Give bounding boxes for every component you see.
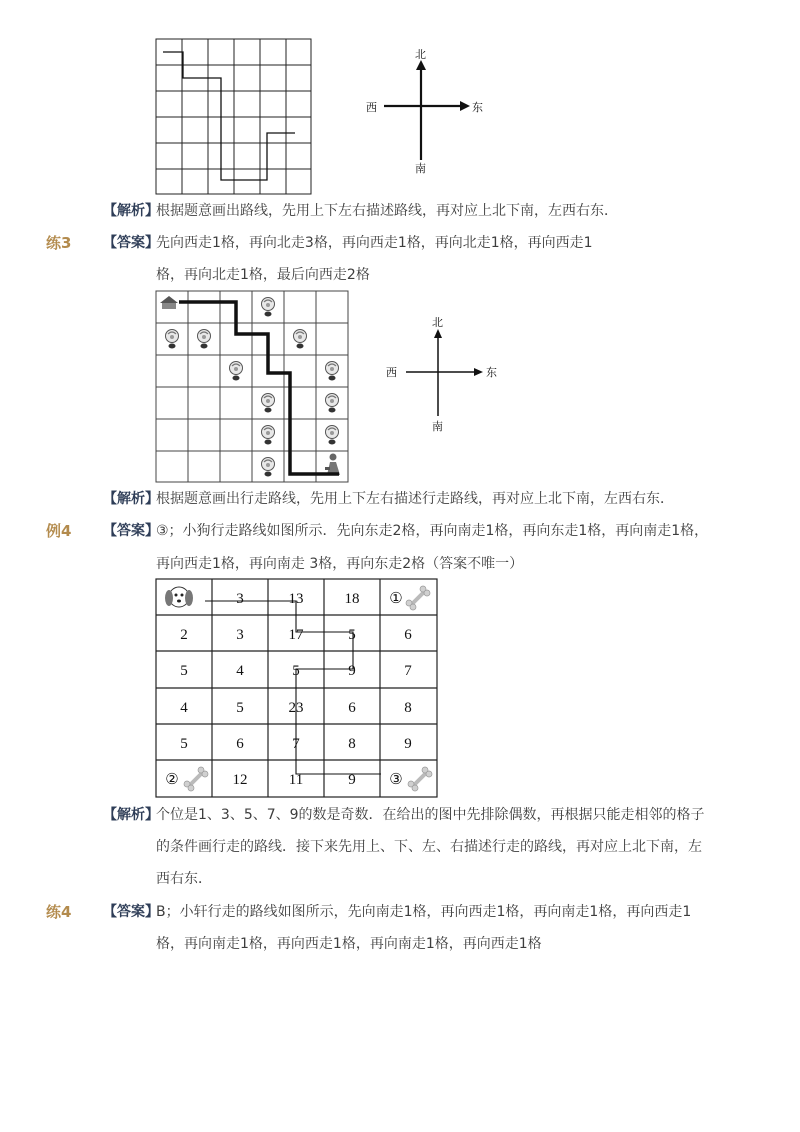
analysis-text-line: 个位是1、3、5、7、9的数是奇数．在给出的图中先排除偶数，再根据只能走相邻的格子 [156,807,705,823]
number-grid-figure [155,578,440,800]
grid-cell-value: 2 [180,627,188,643]
route-path [163,52,295,180]
compass-south-label: 南 [432,420,443,433]
compass-north-label: 北 [415,48,426,61]
bone-icon [184,767,208,791]
grid-cell-value: 5 [180,736,188,752]
analysis-text: 根据题意画出行走路线，先用上下左右描述行走路线，再对应上北下南，左西右东． [156,491,674,507]
compass-east-label: 东 [472,101,483,114]
analysis-tag: 【解析】 [103,203,159,219]
compass-west-label: 西 [386,366,397,379]
answer-text-line: 再向西走1格，再向南走 3格，再向东走2格（答案不唯一） [156,556,524,572]
route-path [179,302,339,474]
answer-text-line: 先向西走1格，再向北走3格，再向西走1格，再向北走1格，再向西走1 [156,235,593,251]
compass-north-label: 北 [432,316,443,329]
analysis-text-line: 西右东． [156,871,212,887]
grid-cell-value: 5 [236,700,244,716]
grid-cell-value: 5 [180,663,188,679]
grid-cell-value: 6 [348,700,356,716]
house-icon [160,296,178,309]
compass-2 [384,316,502,434]
grid-cell-value: 5 [292,663,300,679]
grid-cell-value: ③ [389,772,403,788]
exercise-label: 练4 [46,903,72,921]
analysis-text: 根据题意画出路线，先用上下左右描述路线，再对应上北下南，左西右东． [156,203,618,219]
grid-cell-value: 6 [404,627,412,643]
grid-cell-value: 12 [232,772,248,788]
analysis-tag: 【解析】 [103,807,159,823]
grid-cell-value: 5 [348,627,356,643]
grid-cell-value: 6 [236,736,244,752]
answer-text-line: 格，再向南走1格，再向西走1格，再向南走1格，再向西走1格 [156,936,542,952]
grid-cell-value: 9 [404,736,412,752]
exercise-label: 练3 [46,234,72,252]
analysis-tag: 【解析】 [103,491,159,507]
compass-east-label: 东 [486,366,497,379]
grid-cell-value: 8 [404,700,412,716]
example-label: 例4 [46,522,72,540]
grid-cell-value: 7 [404,663,412,679]
answer-text-line: 格，再向北走1格，最后向西走2格 [156,267,370,283]
dog-icon [165,587,193,607]
grid-cell-value: 7 [292,736,300,752]
compass-south-label: 南 [415,162,426,174]
grid-cell-value: 8 [348,736,356,752]
answer-tag: 【答案】 [103,904,159,920]
grid-cell-value: 23 [288,700,304,716]
grid-cell-value: 4 [236,663,244,679]
grid-cell-value: 9 [348,663,356,679]
answer-tag: 【答案】 [103,235,159,251]
compass-1 [362,48,492,174]
grid-cell-value: 17 [288,627,304,643]
grid-cell-value: 11 [288,772,304,788]
route-grid-figure-2 [155,290,351,484]
grid-cell-value: 3 [236,591,244,607]
bone-icon [408,767,432,791]
answer-text-line: B；小轩行走的路线如图所示，先向南走1格，再向西走1格，再向南走1格，再向西走1 [156,904,692,920]
bone-icon [406,586,430,610]
grid-cell-value: 4 [180,700,188,716]
grid-cell-value: ② [165,772,179,788]
grid-cell-value: 13 [288,591,304,607]
answer-tag: 【答案】 [103,523,159,539]
grid-cell-value: 18 [344,591,360,607]
grid-cell-value: 3 [236,627,244,643]
grid-cell-value: ① [389,591,403,607]
route-grid-figure-1 [155,38,315,196]
analysis-text-line: 的条件画行走的路线．接下来先用上、下、左、右描述行走的路线，再对应上北下南，左 [156,839,702,855]
walker-icon [325,454,340,476]
compass-west-label: 西 [366,101,377,114]
answer-text-line: ③；小狗行走路线如图所示．先向东走2格，再向南走1格，再向东走1格，再向南走1格， [156,523,709,539]
grid-cell-value: 9 [348,772,356,788]
